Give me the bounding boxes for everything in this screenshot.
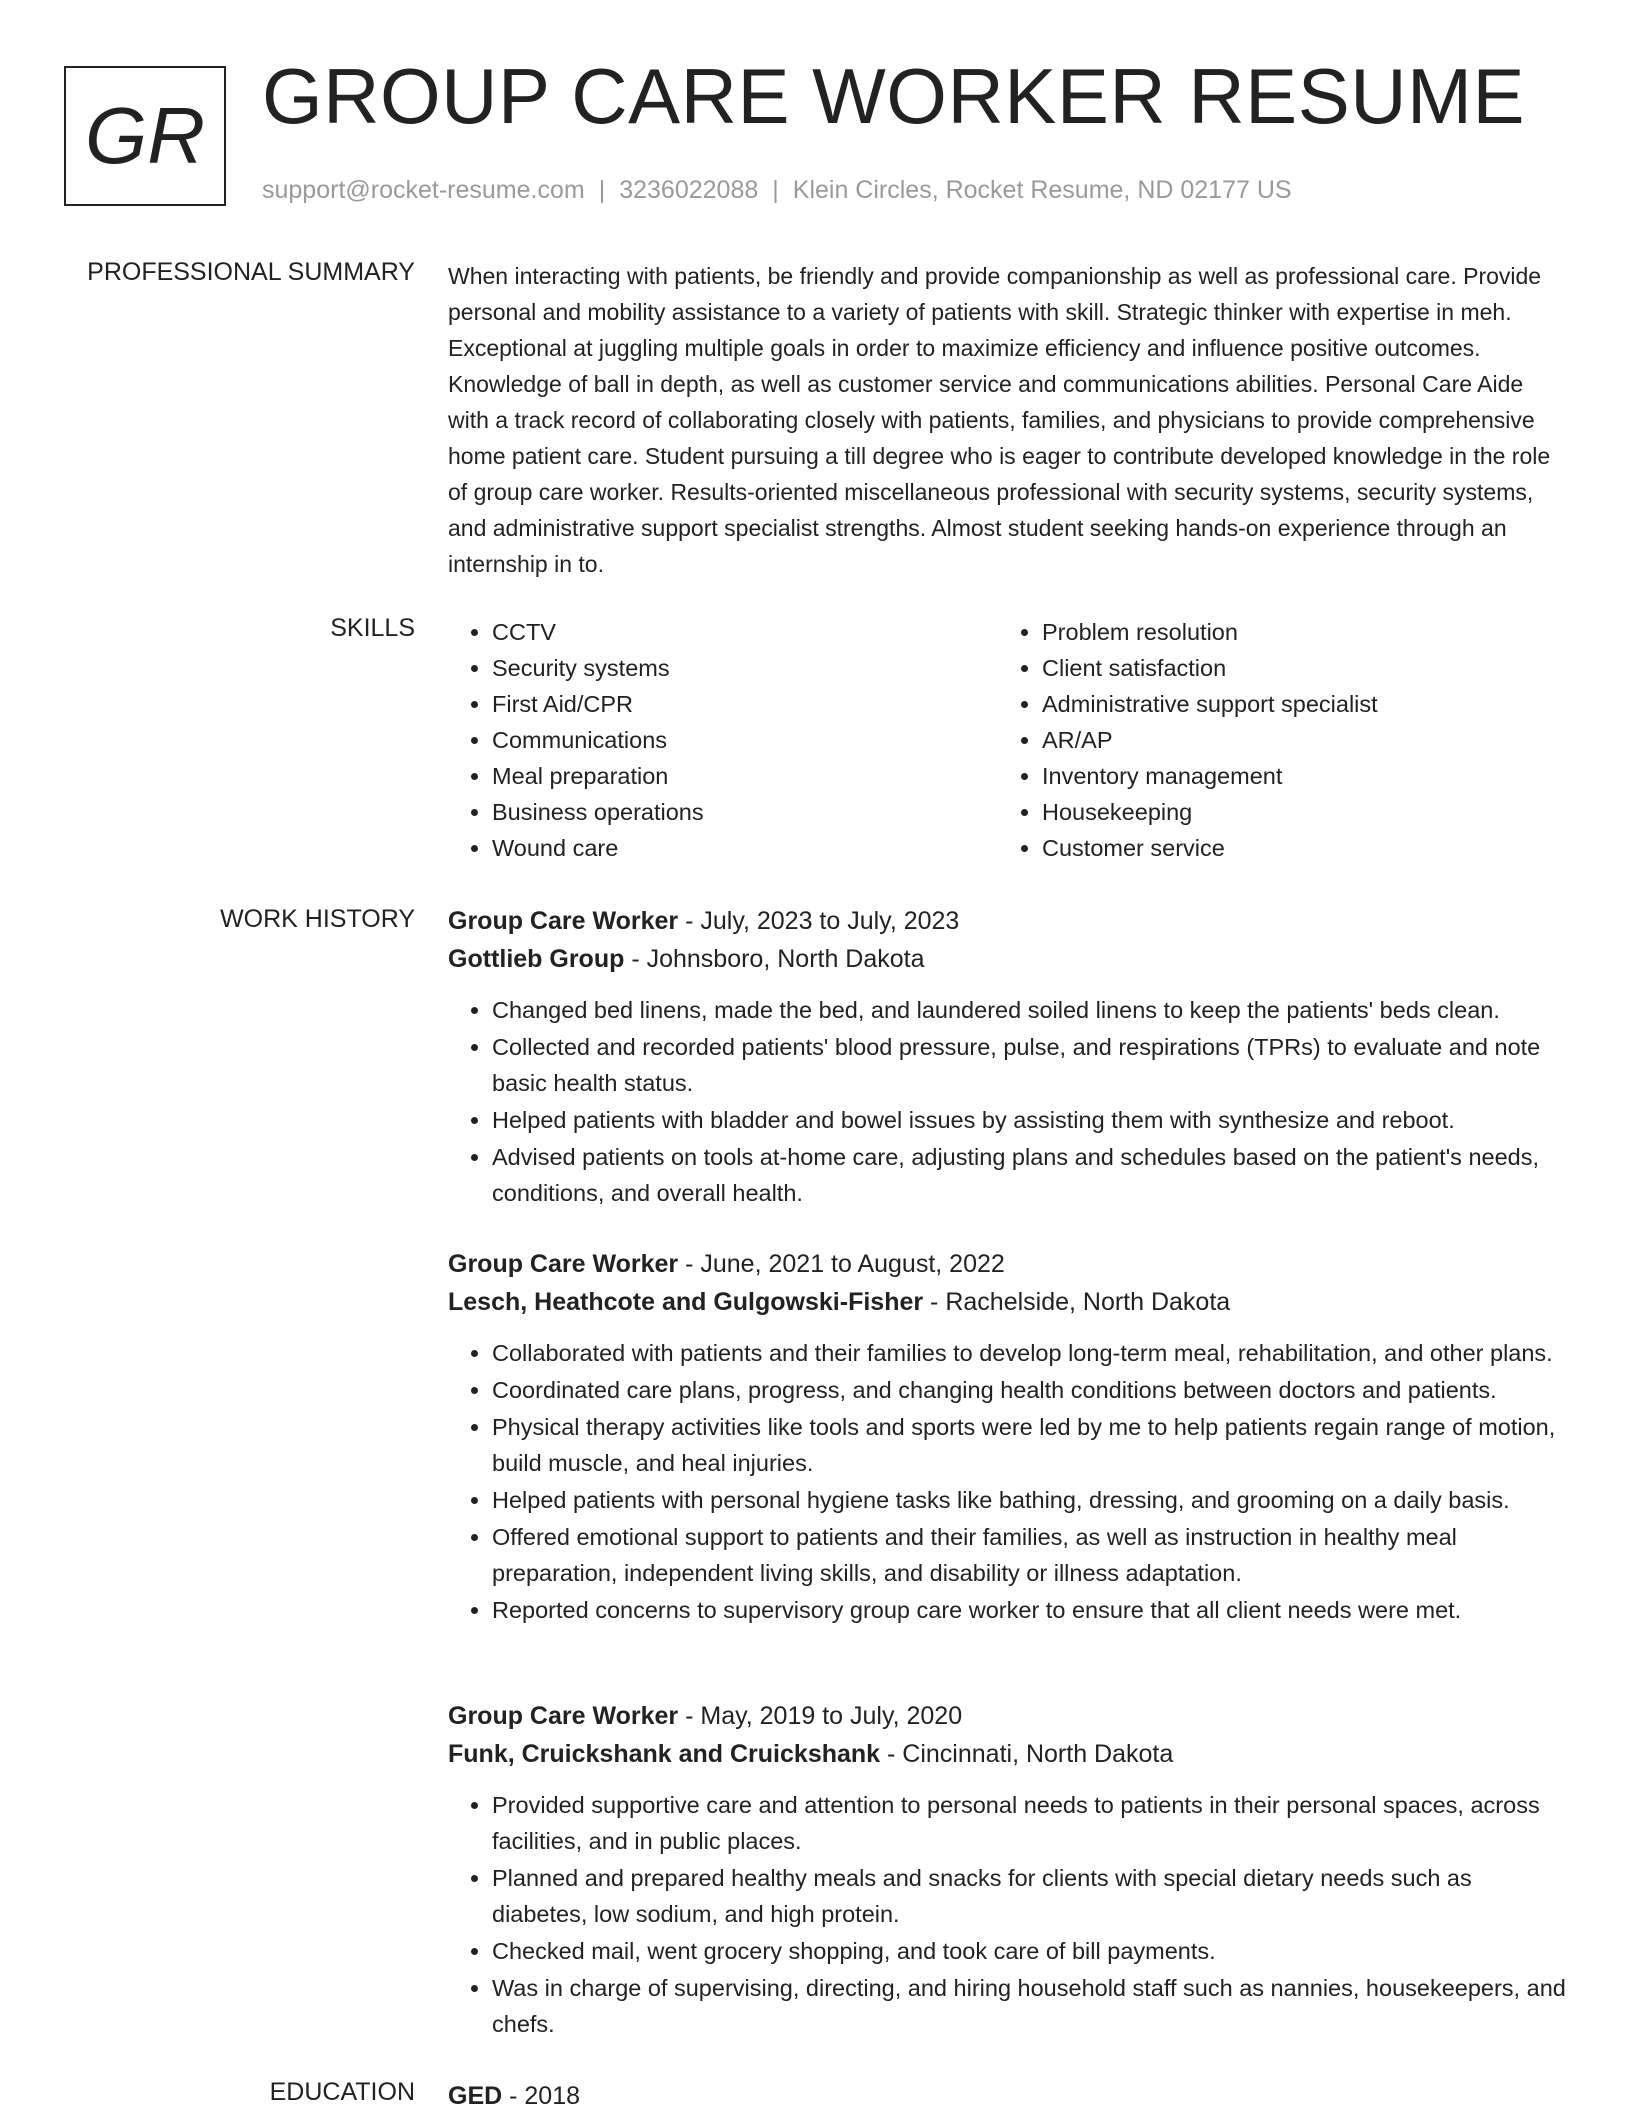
list-item: • Housekeeping xyxy=(1042,794,1548,830)
company-name: Lesch, Heathcote and Gulgowski-Fisher xyxy=(448,1288,924,1316)
list-item: • Offered emotional support to patients and their families, as well as instruction in healthy meal preparation, independent living skills, and disability or illness adaptation. xyxy=(492,1519,1568,1591)
section-label-summary: PROFESSIONAL SUMMARY xyxy=(87,258,415,286)
duties-list xyxy=(448,1335,1568,1628)
skills-column-right xyxy=(998,614,1548,866)
list-item: • Was in charge of supervising, directing, and hiring household staff such as nannies, housekeepers, and chefs. xyxy=(492,1970,1568,2042)
company-name: Gottlieb Group xyxy=(448,945,625,973)
job-entry xyxy=(448,1697,1568,2043)
list-item: • Coordinated care plans, progress, and changing health conditions between doctors and patients. xyxy=(492,1372,1568,1408)
list-item: • Reported concerns to supervisory group care worker to ensure that all client needs were met. xyxy=(492,1592,1568,1628)
email-link[interactable]: support@rocket-resume.com xyxy=(262,176,585,204)
list-item: • Helped patients with personal hygiene tasks like bathing, dressing, and grooming on a daily basis. xyxy=(492,1482,1568,1518)
list-item: • Business operations xyxy=(492,794,998,830)
monogram-logo: GR xyxy=(64,66,226,206)
contact-line xyxy=(262,176,1292,205)
list-item: • AR/AP xyxy=(1042,722,1548,758)
company-location: - Cincinnati, North Dakota xyxy=(880,1740,1174,1768)
company-location: - Rachelside, North Dakota xyxy=(923,1288,1231,1316)
job-title-line xyxy=(448,902,1568,940)
list-item: • Changed bed linens, made the bed, and laundered soiled linens to keep the patients' beds clean. xyxy=(492,992,1568,1028)
list-item: • Checked mail, went grocery shopping, and took care of bill payments. xyxy=(492,1933,1568,1969)
list-item: • Wound care xyxy=(492,830,998,866)
section-label-skills: SKILLS xyxy=(330,614,415,642)
list-item: • Security systems xyxy=(492,650,998,686)
list-item: • Inventory management xyxy=(1042,758,1548,794)
list-item: • Problem resolution xyxy=(1042,614,1548,650)
job-company-line xyxy=(448,1283,1568,1321)
skills-column-left xyxy=(448,614,998,866)
list-item: • CCTV xyxy=(492,614,998,650)
list-item: • Planned and prepared healthy meals and snacks for clients with special dietary needs such as diabetes, low sodium, and high protein. xyxy=(492,1860,1568,1932)
job-dates: - May, 2019 to July, 2020 xyxy=(678,1702,963,1730)
job-title: Group Care Worker xyxy=(448,1702,679,1730)
education-entry xyxy=(448,2078,1568,2114)
duties-list xyxy=(448,1787,1568,2042)
list-item: • Meal preparation xyxy=(492,758,998,794)
company-name: Funk, Cruickshank and Cruickshank xyxy=(448,1740,881,1768)
job-dates: - June, 2021 to August, 2022 xyxy=(678,1250,1005,1278)
list-item: • Communications xyxy=(492,722,998,758)
separator: | xyxy=(598,176,606,204)
job-entry xyxy=(448,1245,1568,1629)
section-label-work: WORK HISTORY xyxy=(220,905,415,933)
summary-text: When interacting with patients, be friendly and provide companionship as well as professional care. Provide personal and mobility assistance to a variety of patients with skill. Strategic thinker with expertise in meh. Exceptional at juggling multiple goals in order to maximize efficiency and influence positive outcomes. Knowledge of ball in depth, as well as customer service and communications abilities. Personal Care Aide with a track record of collaborating closely with patients, families, and physicians to provide comprehensive home patient care. Student pursuing a till degree who is eager to contribute developed knowledge in the role of group care worker. Results-oriented miscellaneous professional with security systems, security systems, and administrative support specialist strengths. Almost student seeking hands-on experience through an internship in to. xyxy=(448,263,1551,577)
skills-list xyxy=(448,614,1568,866)
list-item: • Client satisfaction xyxy=(1042,650,1548,686)
separator: | xyxy=(772,176,779,204)
education-year: - 2018 xyxy=(502,2082,581,2110)
page-title: GROUP CARE WORKER RESUME xyxy=(262,52,1526,140)
job-entry xyxy=(448,902,1568,1212)
list-item: • Collaborated with patients and their families to develop long-term meal, rehabilitation, and other plans. xyxy=(492,1335,1568,1371)
phone-number[interactable]: 3236022088 xyxy=(619,176,759,204)
list-item: • Customer service xyxy=(1042,830,1548,866)
job-title: Group Care Worker xyxy=(448,1250,679,1278)
list-item: • Helped patients with bladder and bowel issues by assisting them with synthesize and reboot. xyxy=(492,1102,1568,1138)
list-item: • Administrative support specialist xyxy=(1042,686,1548,722)
list-item: • Provided supportive care and attention to personal needs to patients in their personal spaces, across facilities, and in public places. xyxy=(492,1787,1568,1859)
list-item: • First Aid/CPR xyxy=(492,686,998,722)
job-dates: - July, 2023 to July, 2023 xyxy=(678,907,960,935)
job-title-line xyxy=(448,1245,1568,1283)
job-title: Group Care Worker xyxy=(448,907,679,935)
list-item: • Collected and recorded patients' blood pressure, pulse, and respirations (TPRs) to evaluate and note basic health status. xyxy=(492,1029,1568,1101)
job-title-line xyxy=(448,1697,1568,1735)
address: Klein Circles, Rocket Resume, ND 02177 US xyxy=(792,176,1292,204)
job-company-line xyxy=(448,940,1568,978)
section-label-education: EDUCATION xyxy=(269,2078,415,2106)
degree: GED xyxy=(448,2082,503,2110)
list-item: • Advised patients on tools at-home care, adjusting plans and schedules based on the patient's needs, conditions, and overall health. xyxy=(492,1139,1568,1211)
list-item: • Physical therapy activities like tools and sports were led by me to help patients regain range of motion, build muscle, and heal injuries. xyxy=(492,1409,1568,1481)
company-location: - Johnsboro, North Dakota xyxy=(624,945,925,973)
job-company-line xyxy=(448,1735,1568,1773)
duties-list xyxy=(448,992,1568,1211)
